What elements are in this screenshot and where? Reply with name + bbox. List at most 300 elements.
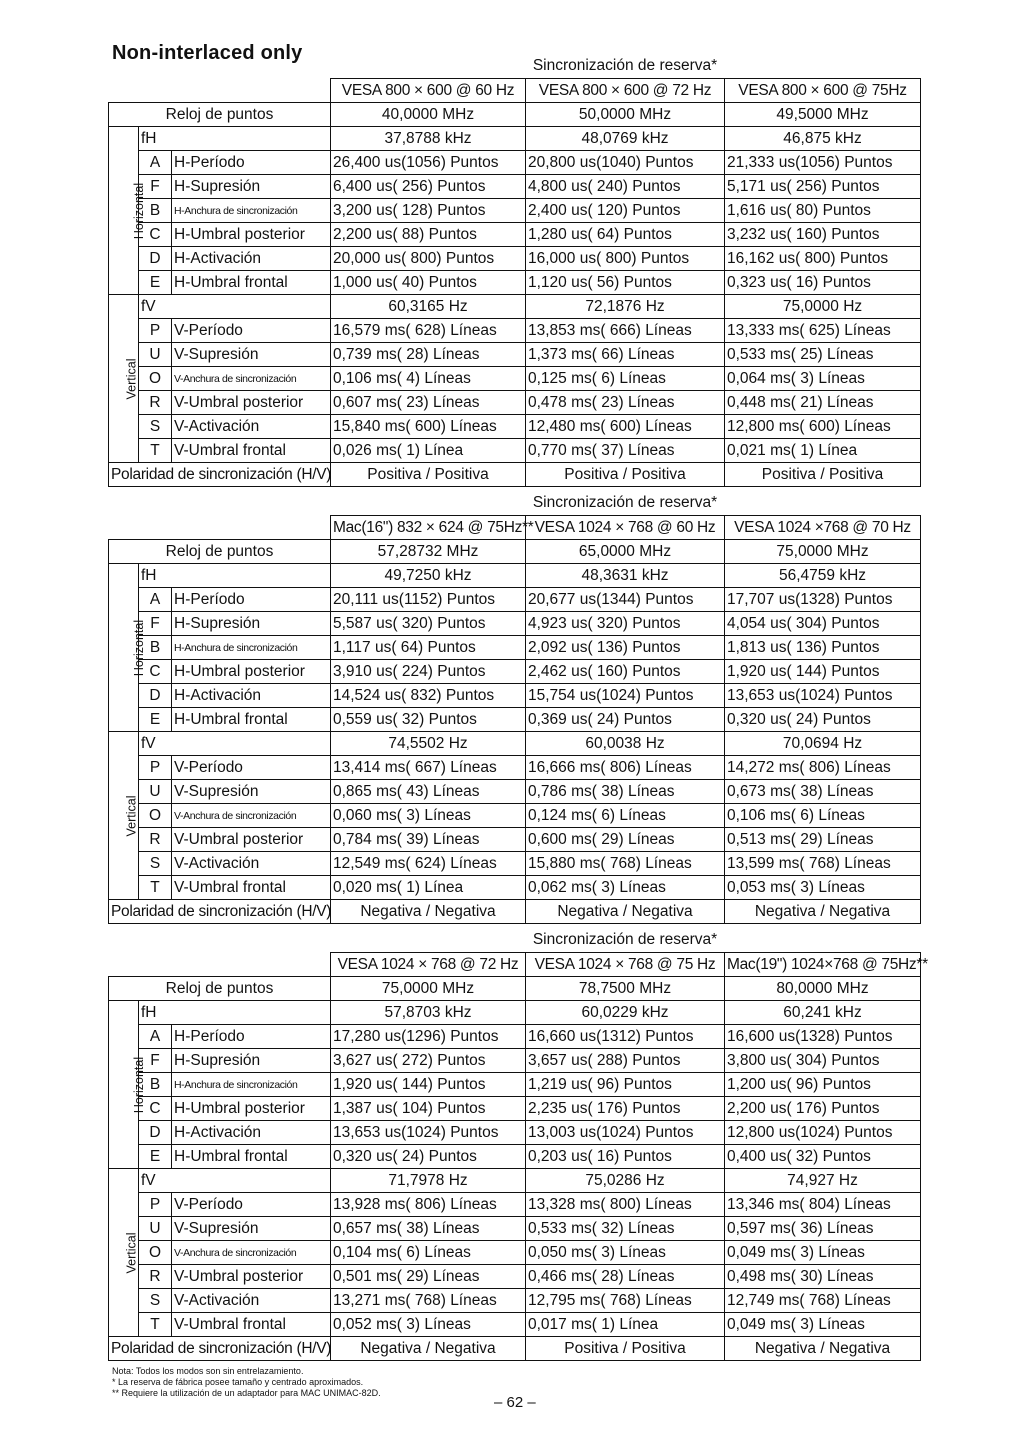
v-value bbox=[526, 1217, 725, 1241]
value: 4,800 us( 240) bbox=[528, 177, 628, 195]
row-label: H-Umbral posterior bbox=[172, 223, 331, 247]
unit: Líneas bbox=[424, 1243, 471, 1261]
value: 16,600 us(1328) bbox=[727, 1027, 840, 1045]
v-value bbox=[331, 415, 526, 439]
value: 13,414 ms( 667) bbox=[333, 758, 446, 776]
v-value bbox=[526, 1289, 725, 1313]
value: 0,478 ms( 23) bbox=[528, 393, 624, 411]
row-label: V-Anchura de sincronización bbox=[172, 804, 331, 828]
h-value bbox=[725, 1097, 921, 1121]
row-label: V-Umbral frontal bbox=[172, 439, 331, 463]
value: 12,480 ms( 600) bbox=[528, 417, 641, 435]
row-label: H-Umbral posterior bbox=[172, 1097, 331, 1121]
row-letter: C bbox=[139, 660, 172, 684]
row-label: H-Anchura de sincronización bbox=[172, 1073, 331, 1097]
value: 3,627 us( 272) bbox=[333, 1051, 433, 1069]
polarity-value: Positiva / Positiva bbox=[526, 1337, 725, 1361]
unit: Líneas bbox=[627, 782, 675, 800]
h-value bbox=[725, 1073, 921, 1097]
value: 13,271 ms( 768) bbox=[333, 1291, 446, 1309]
unit: Puntos bbox=[437, 1051, 486, 1069]
polarity-value: Negativa / Negativa bbox=[725, 1337, 921, 1361]
value: 1,813 us( 136) bbox=[727, 638, 827, 656]
h-value bbox=[331, 660, 526, 684]
polarity-value: Negativa / Negativa bbox=[331, 1337, 526, 1361]
unit: Puntos bbox=[437, 614, 486, 632]
h-value bbox=[725, 708, 921, 732]
value: 0,400 us( 32) bbox=[727, 1147, 819, 1165]
unit: Puntos bbox=[450, 153, 499, 171]
row-letter: F bbox=[139, 1049, 172, 1073]
h-value bbox=[526, 175, 725, 199]
unit: Líneas bbox=[619, 806, 666, 824]
fh-value: 57,8703 kHz bbox=[331, 1001, 526, 1025]
row-label: H-Umbral frontal bbox=[172, 271, 331, 295]
value: 0,448 ms( 21) bbox=[727, 393, 823, 411]
v-value bbox=[331, 439, 526, 463]
row-letter: U bbox=[139, 343, 172, 367]
value: 17,707 us(1328) bbox=[727, 590, 840, 608]
v-value bbox=[526, 1265, 725, 1289]
v-value bbox=[526, 876, 725, 900]
row-label: V-Activación bbox=[172, 1289, 331, 1313]
v-value bbox=[526, 1193, 725, 1217]
value: 5,587 us( 320) bbox=[333, 614, 433, 632]
polarity-value: Positiva / Positiva bbox=[331, 463, 526, 487]
h-value bbox=[526, 1025, 725, 1049]
unit: Puntos bbox=[632, 662, 681, 680]
fv-value: 74,5502 Hz bbox=[331, 732, 526, 756]
value: 0,124 ms( 6) bbox=[528, 806, 616, 824]
unit: Líneas bbox=[432, 830, 480, 848]
fh-value: 56,4759 kHz bbox=[725, 564, 921, 588]
unit: Líneas bbox=[432, 782, 480, 800]
mode-header: Mac(19") 1024×768 @ 75Hz** bbox=[725, 953, 921, 977]
v-value bbox=[725, 1313, 921, 1337]
row-label: H-Umbral frontal bbox=[172, 1145, 331, 1169]
polarity-value: Negativa / Negativa bbox=[526, 900, 725, 924]
unit: Línea bbox=[424, 878, 464, 896]
row-label: V-Supresión bbox=[172, 1217, 331, 1241]
unit: Puntos bbox=[839, 249, 889, 267]
reloj-value: 65,0000 MHz bbox=[526, 540, 725, 564]
unit: Puntos bbox=[632, 201, 681, 219]
row-label: V-Umbral posterior bbox=[172, 828, 331, 852]
value: 1,920 us( 144) bbox=[333, 1075, 433, 1093]
row-label-polaridad: Polaridad de sincronización (H/V) bbox=[109, 900, 331, 924]
value: 0,673 ms( 38) bbox=[727, 782, 823, 800]
unit: Puntos bbox=[645, 686, 694, 704]
row-label: H-Anchura de sincronización bbox=[172, 199, 331, 223]
unit: Líneas bbox=[818, 878, 865, 896]
row-label-reloj: Reloj de puntos bbox=[109, 103, 331, 127]
value: 0,323 us( 16) bbox=[727, 273, 819, 291]
value: 3,657 us( 288) bbox=[528, 1051, 628, 1069]
v-value bbox=[526, 367, 725, 391]
fv-value: 75,0286 Hz bbox=[526, 1169, 725, 1193]
v-value bbox=[331, 876, 526, 900]
unit: Puntos bbox=[437, 1099, 486, 1117]
timing-table bbox=[108, 515, 921, 924]
mode-header: VESA 1024 × 768 @ 75 Hz bbox=[526, 953, 725, 977]
vertical-label: Vertical bbox=[124, 358, 139, 399]
h-value bbox=[526, 199, 725, 223]
unit: Líneas bbox=[844, 758, 891, 776]
footnote-note: Nota: Todos los modos son sin entrelazamiento. bbox=[112, 1366, 304, 1376]
row-letter: R bbox=[139, 828, 172, 852]
row-label-fh: fH bbox=[139, 127, 331, 151]
v-value bbox=[331, 780, 526, 804]
h-value bbox=[331, 223, 526, 247]
h-value bbox=[331, 175, 526, 199]
unit: Puntos bbox=[632, 638, 681, 656]
v-value bbox=[526, 804, 725, 828]
timing-table bbox=[108, 78, 921, 487]
v-value bbox=[725, 439, 921, 463]
value: 0,513 ms( 29) bbox=[727, 830, 823, 848]
row-label: H-Período bbox=[172, 1025, 331, 1049]
unit: Puntos bbox=[822, 710, 871, 728]
h-value bbox=[526, 708, 725, 732]
unit: Líneas bbox=[645, 758, 692, 776]
unit: Líneas bbox=[818, 1243, 865, 1261]
row-label: V-Activación bbox=[172, 852, 331, 876]
unit: Líneas bbox=[645, 321, 692, 339]
mode-header: VESA 800 × 600 @ 75Hz bbox=[725, 79, 921, 103]
value: 12,795 ms( 768) bbox=[528, 1291, 641, 1309]
value: 1,280 us( 64) bbox=[528, 225, 620, 243]
h-value bbox=[725, 223, 921, 247]
reloj-value: 80,0000 MHz bbox=[725, 977, 921, 1001]
value: 3,910 us( 224) bbox=[333, 662, 433, 680]
value: 20,677 us(1344) bbox=[528, 590, 641, 608]
value: 0,657 ms( 38) bbox=[333, 1219, 429, 1237]
value: 16,000 us( 800) bbox=[528, 249, 637, 267]
unit: Líneas bbox=[627, 1267, 675, 1285]
v-value bbox=[725, 1193, 921, 1217]
row-letter: E bbox=[139, 271, 172, 295]
row-letter: U bbox=[139, 1217, 172, 1241]
unit: Puntos bbox=[632, 1051, 681, 1069]
unit: Puntos bbox=[428, 1147, 477, 1165]
unit: Líneas bbox=[619, 1243, 666, 1261]
unit: Líneas bbox=[826, 782, 874, 800]
h-value bbox=[725, 660, 921, 684]
h-value bbox=[725, 1121, 921, 1145]
v-value bbox=[725, 343, 921, 367]
value: 20,000 us( 800) bbox=[333, 249, 442, 267]
h-value bbox=[725, 271, 921, 295]
value: 1,373 ms( 66) bbox=[528, 345, 624, 363]
row-letter: C bbox=[139, 1097, 172, 1121]
unit: Líneas bbox=[818, 369, 865, 387]
value: 0,053 ms( 3) bbox=[727, 878, 815, 896]
value: 13,003 us(1024) bbox=[528, 1123, 641, 1141]
h-value bbox=[331, 1025, 526, 1049]
unit: Líneas bbox=[450, 854, 497, 872]
header-blank bbox=[109, 516, 331, 540]
row-label: H-Activación bbox=[172, 684, 331, 708]
fv-value: 72,1876 Hz bbox=[526, 295, 725, 319]
row-letter: A bbox=[139, 1025, 172, 1049]
fh-value: 49,7250 kHz bbox=[331, 564, 526, 588]
value: 26,400 us(1056) bbox=[333, 153, 446, 171]
value: 0,369 us( 24) bbox=[528, 710, 620, 728]
v-value bbox=[331, 1193, 526, 1217]
row-letter: O bbox=[139, 1241, 172, 1265]
row-letter: P bbox=[139, 1193, 172, 1217]
unit: Líneas bbox=[450, 1195, 497, 1213]
v-value bbox=[725, 1289, 921, 1313]
v-value bbox=[331, 852, 526, 876]
value: 13,653 us(1024) bbox=[333, 1123, 446, 1141]
h-value bbox=[725, 1025, 921, 1049]
value: 0,050 ms( 3) bbox=[528, 1243, 616, 1261]
h-value bbox=[725, 684, 921, 708]
v-value bbox=[526, 1313, 725, 1337]
value: 14,272 ms( 806) bbox=[727, 758, 840, 776]
unit: Puntos bbox=[831, 225, 880, 243]
unit: Puntos bbox=[450, 1027, 499, 1045]
unit: Puntos bbox=[623, 1075, 672, 1093]
v-value bbox=[526, 756, 725, 780]
value: 14,524 us( 832) bbox=[333, 686, 442, 704]
row-label-reloj: Reloj de puntos bbox=[109, 540, 331, 564]
unit: Puntos bbox=[831, 177, 880, 195]
row-letter: T bbox=[139, 876, 172, 900]
row-label: V-Período bbox=[172, 1193, 331, 1217]
value: 12,549 ms( 624) bbox=[333, 854, 446, 872]
reloj-value: 50,0000 MHz bbox=[526, 103, 725, 127]
h-value bbox=[725, 1049, 921, 1073]
h-value bbox=[331, 151, 526, 175]
unit: Puntos bbox=[428, 273, 477, 291]
mode-header: VESA 800 × 600 @ 60 Hz bbox=[331, 79, 526, 103]
unit: Puntos bbox=[437, 662, 486, 680]
row-label: H-Umbral posterior bbox=[172, 660, 331, 684]
unit: Puntos bbox=[445, 686, 495, 704]
unit: Puntos bbox=[427, 638, 476, 656]
v-value bbox=[725, 1241, 921, 1265]
fh-value: 46,875 kHz bbox=[725, 127, 921, 151]
row-label-polaridad: Polaridad de sincronización (H/V) bbox=[109, 463, 331, 487]
value: 0,125 ms( 6) bbox=[528, 369, 616, 387]
v-value bbox=[526, 439, 725, 463]
value: 0,533 ms( 32) bbox=[528, 1219, 624, 1237]
sync-reserve-title: Sincronización de reserva* bbox=[532, 931, 718, 948]
fv-value: 70,0694 Hz bbox=[725, 732, 921, 756]
row-letter: C bbox=[139, 223, 172, 247]
value: 0,600 ms( 29) bbox=[528, 830, 624, 848]
h-value bbox=[725, 175, 921, 199]
value: 0,106 ms( 4) bbox=[333, 369, 421, 387]
v-value bbox=[725, 1217, 921, 1241]
row-label: V-Umbral posterior bbox=[172, 1265, 331, 1289]
h-value bbox=[331, 612, 526, 636]
row-letter: R bbox=[139, 1265, 172, 1289]
unit: Puntos bbox=[428, 225, 477, 243]
v-value bbox=[725, 876, 921, 900]
fh-value: 37,8788 kHz bbox=[331, 127, 526, 151]
fv-value: 75,0000 Hz bbox=[725, 295, 921, 319]
unit: Puntos bbox=[831, 638, 880, 656]
row-label: H-Anchura de sincronización bbox=[172, 636, 331, 660]
value: 6,400 us( 256) bbox=[333, 177, 433, 195]
value: 21,333 us(1056) bbox=[727, 153, 840, 171]
value: 13,333 ms( 625) bbox=[727, 321, 840, 339]
h-value bbox=[331, 1097, 526, 1121]
row-label: H-Período bbox=[172, 151, 331, 175]
value: 13,853 ms( 666) bbox=[528, 321, 641, 339]
footnote-double-asterisk: ** Requiere la utilización de un adaptador para MAC UNIMAC-82D. bbox=[112, 1388, 381, 1398]
timing-table bbox=[108, 952, 928, 1361]
v-value bbox=[725, 852, 921, 876]
row-label: H-Activación bbox=[172, 247, 331, 271]
unit: Puntos bbox=[428, 710, 477, 728]
h-value bbox=[526, 1121, 725, 1145]
unit: Líneas bbox=[450, 758, 497, 776]
unit: Puntos bbox=[645, 1123, 694, 1141]
value: 0,049 ms( 3) bbox=[727, 1315, 815, 1333]
unit: Líneas bbox=[432, 393, 480, 411]
h-value bbox=[331, 684, 526, 708]
row-letter: S bbox=[139, 415, 172, 439]
row-label-fv: fV bbox=[139, 1169, 331, 1193]
value: 16,660 us(1312) bbox=[528, 1027, 641, 1045]
v-value bbox=[725, 828, 921, 852]
v-value bbox=[331, 1265, 526, 1289]
value: 0,106 ms( 6) bbox=[727, 806, 815, 824]
value: 15,880 ms( 768) bbox=[528, 854, 641, 872]
polarity-value: Negativa / Negativa bbox=[331, 900, 526, 924]
unit: Líneas bbox=[627, 345, 675, 363]
unit: Líneas bbox=[450, 417, 497, 435]
value: 0,320 us( 24) bbox=[727, 710, 819, 728]
v-value bbox=[526, 852, 725, 876]
value: 2,200 us( 176) bbox=[727, 1099, 827, 1117]
value: 0,049 ms( 3) bbox=[727, 1243, 815, 1261]
h-value bbox=[725, 588, 921, 612]
row-letter: T bbox=[139, 1313, 172, 1337]
fh-value: 60,241 kHz bbox=[725, 1001, 921, 1025]
unit: Puntos bbox=[831, 1099, 880, 1117]
unit: Puntos bbox=[623, 710, 672, 728]
h-value bbox=[331, 1049, 526, 1073]
v-value bbox=[526, 391, 725, 415]
v-value bbox=[526, 319, 725, 343]
unit: Líneas bbox=[627, 441, 675, 459]
row-letter: E bbox=[139, 1145, 172, 1169]
value: 20,111 us(1152) bbox=[333, 590, 443, 608]
value: 0,607 ms( 23) bbox=[333, 393, 429, 411]
row-letter: O bbox=[139, 804, 172, 828]
unit: Líneas bbox=[844, 1291, 891, 1309]
unit: Líneas bbox=[826, 1219, 874, 1237]
v-value bbox=[526, 343, 725, 367]
row-letter: S bbox=[139, 852, 172, 876]
unit: Líneas bbox=[619, 369, 666, 387]
value: 0,203 us( 16) bbox=[528, 1147, 620, 1165]
fv-value: 74,927 Hz bbox=[725, 1169, 921, 1193]
horizontal-side-label bbox=[109, 564, 147, 732]
row-letter: A bbox=[139, 588, 172, 612]
row-label-fh: fH bbox=[139, 1001, 331, 1025]
unit: Líneas bbox=[432, 345, 480, 363]
unit: Líneas bbox=[619, 878, 666, 896]
row-label: V-Supresión bbox=[172, 780, 331, 804]
fv-value: 60,0038 Hz bbox=[526, 732, 725, 756]
header-blank bbox=[109, 953, 331, 977]
header-blank bbox=[109, 79, 331, 103]
value: 12,800 us(1024) bbox=[727, 1123, 840, 1141]
unit: Líneas bbox=[424, 369, 471, 387]
vertical-label: Vertical bbox=[124, 1232, 139, 1273]
unit: Líneas bbox=[826, 830, 874, 848]
v-value bbox=[331, 1217, 526, 1241]
h-value bbox=[725, 247, 921, 271]
h-value bbox=[331, 271, 526, 295]
value: 15,754 us(1024) bbox=[528, 686, 641, 704]
unit: Puntos bbox=[623, 273, 672, 291]
value: 0,026 ms( 1) bbox=[333, 441, 421, 459]
polarity-value: Negativa / Negativa bbox=[725, 900, 921, 924]
mode-header: VESA 1024 ×768 @ 70 Hz bbox=[725, 516, 921, 540]
unit: Puntos bbox=[844, 590, 893, 608]
row-label: H-Supresión bbox=[172, 175, 331, 199]
value: 0,104 ms( 6) bbox=[333, 1243, 421, 1261]
unit: Puntos bbox=[822, 273, 871, 291]
row-letter: T bbox=[139, 439, 172, 463]
value: 3,800 us( 304) bbox=[727, 1051, 827, 1069]
mode-header: VESA 800 × 600 @ 72 Hz bbox=[526, 79, 725, 103]
row-label: V-Umbral posterior bbox=[172, 391, 331, 415]
unit: Puntos bbox=[645, 590, 694, 608]
value: 12,800 ms( 600) bbox=[727, 417, 840, 435]
unit: Línea bbox=[619, 1315, 659, 1333]
footnote-asterisk: * La reserva de fábrica posee tamaño y centrado aproximados. bbox=[112, 1377, 364, 1387]
row-label-fh: fH bbox=[139, 564, 331, 588]
unit: Puntos bbox=[623, 225, 672, 243]
fv-value: 60,3165 Hz bbox=[331, 295, 526, 319]
h-value bbox=[526, 660, 725, 684]
horizontal-side-label bbox=[109, 127, 147, 295]
horizontal-side-label bbox=[109, 1001, 147, 1169]
v-value bbox=[331, 1313, 526, 1337]
h-value bbox=[526, 271, 725, 295]
value: 1,117 us( 64) bbox=[333, 638, 424, 656]
value: 20,800 us(1040) bbox=[528, 153, 641, 171]
h-value bbox=[725, 636, 921, 660]
row-label: H-Activación bbox=[172, 1121, 331, 1145]
value: 0,466 ms( 28) bbox=[528, 1267, 624, 1285]
value: 16,666 ms( 806) bbox=[528, 758, 641, 776]
value: 0,784 ms( 39) bbox=[333, 830, 429, 848]
h-value bbox=[725, 1145, 921, 1169]
unit: Líneas bbox=[627, 393, 675, 411]
value: 12,749 ms( 768) bbox=[727, 1291, 840, 1309]
value: 16,579 ms( 628) bbox=[333, 321, 446, 339]
value: 0,017 ms( 1) bbox=[528, 1315, 616, 1333]
row-letter: P bbox=[139, 756, 172, 780]
value: 15,840 ms( 600) bbox=[333, 417, 446, 435]
value: 13,653 us(1024) bbox=[727, 686, 840, 704]
row-letter: U bbox=[139, 780, 172, 804]
value: 0,501 ms( 29) bbox=[333, 1267, 429, 1285]
row-letter: A bbox=[139, 151, 172, 175]
v-value bbox=[725, 391, 921, 415]
unit: Puntos bbox=[632, 177, 681, 195]
v-value bbox=[725, 319, 921, 343]
